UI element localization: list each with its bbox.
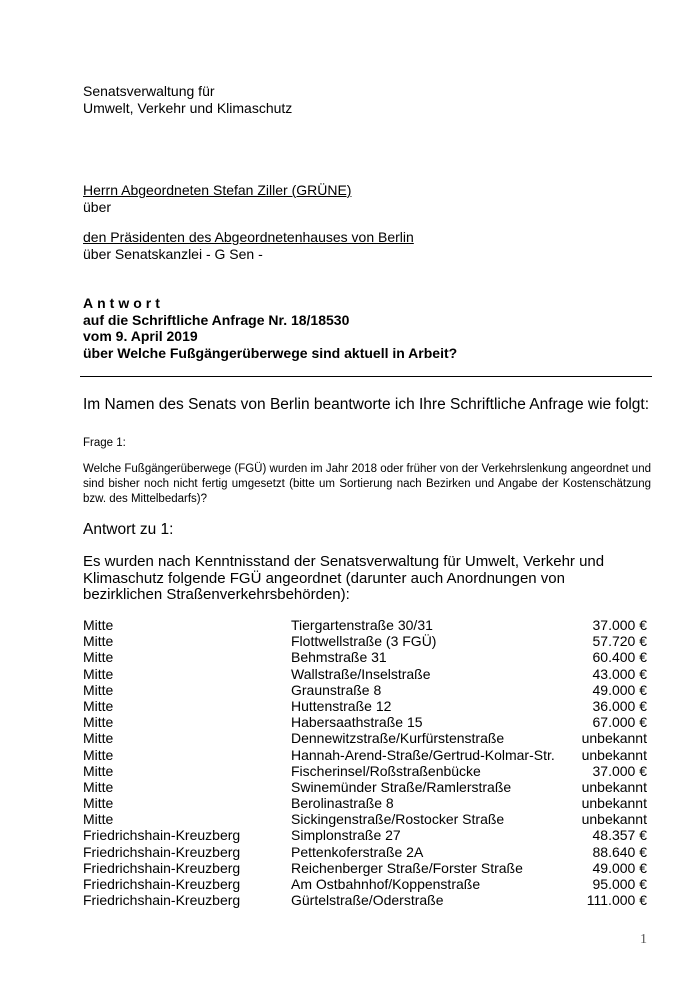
table-row <box>83 811 647 827</box>
cost-cell: 67.000 € <box>592 714 647 731</box>
cost-cell: 48.357 € <box>592 827 647 844</box>
anfrage-subject: über Welche Fußgängerüberwege sind aktuell in Arbeit? <box>83 344 458 361</box>
district-cell: Mitte <box>83 746 114 763</box>
table-row <box>83 617 647 633</box>
crossing-table <box>83 617 647 908</box>
location-cell: Gürtelstraße/Oderstraße <box>291 892 444 909</box>
district-cell: Mitte <box>83 697 114 714</box>
location-cell: Berolinastraße 8 <box>291 795 394 812</box>
table-row <box>83 747 647 763</box>
location-cell: Am Ostbahnhof/Koppenstraße <box>291 876 481 892</box>
cost-cell: unbekannt <box>581 811 647 828</box>
cost-cell: 43.000 € <box>592 665 647 682</box>
district-cell: Friedrichshain-Kreuzberg <box>83 876 241 892</box>
anfrage-number: auf die Schriftliche Anfrage Nr. 18/18530 <box>83 311 350 328</box>
location-cell: Dennewitzstraße/Kurfürstenstraße <box>291 730 505 747</box>
district-cell: Mitte <box>83 730 114 747</box>
sender-line-2: Umwelt, Verkehr und Klimaschutz <box>83 100 293 116</box>
antwort-title: Antwort <box>83 295 164 311</box>
district-cell: Mitte <box>83 665 114 682</box>
cost-cell: unbekannt <box>581 746 647 763</box>
location-cell: Habersaathstraße 15 <box>291 714 423 731</box>
location-cell: Behmstraße 31 <box>291 649 387 666</box>
location-cell: Reichenberger Straße/Forster Straße <box>291 859 523 876</box>
location-cell: Tiergartenstraße 30/31 <box>291 617 433 633</box>
page-number: 1 <box>640 932 647 947</box>
district-cell: Mitte <box>83 633 114 650</box>
table-row <box>83 633 647 649</box>
recipient-name: Herrn Abgeordneten Stefan Ziller (GRÜNE) <box>83 182 352 198</box>
question-label: Frage 1: <box>83 437 126 449</box>
district-cell: Mitte <box>83 795 114 812</box>
table-row <box>83 827 647 843</box>
district-cell: Mitte <box>83 681 114 698</box>
cost-cell: unbekannt <box>581 778 647 795</box>
table-row <box>83 730 647 746</box>
cost-cell: 88.640 € <box>592 843 647 860</box>
district-cell: Mitte <box>83 811 114 828</box>
location-cell: Pettenkoferstraße 2A <box>291 843 424 860</box>
table-row <box>83 860 647 876</box>
question-text: Welche Fußgängerüberwege (FGÜ) wurden im Jahr 2018 oder früher von der Verkehrslenkung angeordnet und sind bisher noch nicht fertig umgesetzt (bitte um Sortierung nach Bezirken und Angabe der Kostenschätzung bzw. des Mittelbedarfs)? <box>83 463 651 505</box>
recipient-block <box>83 182 351 216</box>
district-cell: Friedrichshain-Kreuzberg <box>83 843 241 860</box>
table-row <box>83 763 647 779</box>
table-row <box>83 795 647 811</box>
location-cell: Hannah-Arend-Straße/Gertrud-Kolmar-Str. <box>291 746 555 763</box>
cost-cell: unbekannt <box>581 730 647 747</box>
table-row <box>83 698 647 714</box>
table-row <box>83 649 647 665</box>
table-row <box>83 876 647 892</box>
location-cell: Fischerinsel/Roßstraßenbücke <box>291 762 481 779</box>
district-cell: Friedrichshain-Kreuzberg <box>83 892 241 909</box>
answer-header <box>83 295 457 361</box>
district-cell: Friedrichshain-Kreuzberg <box>83 827 241 844</box>
location-cell: Simplonstraße 27 <box>291 827 401 844</box>
district-cell: Friedrichshain-Kreuzberg <box>83 859 241 876</box>
cost-cell: 95.000 € <box>592 876 647 892</box>
cost-cell: 37.000 € <box>592 617 647 633</box>
intro-text: Im Namen des Senats von Berlin beantworte ich Ihre Schriftliche Anfrage wie folgt: <box>83 396 650 413</box>
location-cell: Wallstraße/Inselstraße <box>291 665 431 682</box>
location-cell: Sickingenstraße/Rostocker Straße <box>291 811 505 828</box>
location-cell: Huttenstraße 12 <box>291 697 392 714</box>
president-block <box>83 229 414 263</box>
cost-cell: 49.000 € <box>592 859 647 876</box>
recipient-via: über <box>83 199 112 215</box>
district-cell: Mitte <box>83 714 114 731</box>
district-cell: Mitte <box>83 617 114 633</box>
table-row <box>83 844 647 860</box>
location-cell: Swinemünder Straße/Ramlerstraße <box>291 778 512 795</box>
district-cell: Mitte <box>83 778 114 795</box>
answer-text: Es wurden nach Kenntnisstand der Senatsverwaltung für Umwelt, Verkehr und Klimaschutz folgende FGÜ angeordnet (darunter auch Anordnungen von bezirklichen Straßenverkehrsbehörden): <box>83 553 605 603</box>
table-row <box>83 892 647 908</box>
cost-cell: 57.720 € <box>592 633 647 650</box>
answer-label: Antwort zu 1: <box>83 521 174 538</box>
chancellery-line: über Senatskanzlei - G Sen - <box>83 246 263 262</box>
district-cell: Mitte <box>83 649 114 666</box>
divider-line <box>80 376 652 377</box>
anfrage-date: vom 9. April 2019 <box>83 328 198 344</box>
location-cell: Flottwellstraße (3 FGÜ) <box>291 633 437 650</box>
cost-cell: unbekannt <box>581 795 647 812</box>
cost-cell: 111.000 € <box>586 892 647 909</box>
cost-cell: 36.000 € <box>592 697 647 714</box>
cost-cell: 37.000 € <box>592 762 647 779</box>
table-row <box>83 779 647 795</box>
table-row <box>83 682 647 698</box>
sender-line-1: Senatsverwaltung für <box>83 83 215 99</box>
president-line: den Präsidenten des Abgeordnetenhauses von Berlin <box>83 229 414 245</box>
cost-cell: 60.400 € <box>592 649 647 666</box>
sender-block <box>83 83 292 117</box>
table-row <box>83 714 647 730</box>
district-cell: Mitte <box>83 762 114 779</box>
table-row <box>83 666 647 682</box>
location-cell: Graunstraße 8 <box>291 681 382 698</box>
cost-cell: 49.000 € <box>592 681 647 698</box>
